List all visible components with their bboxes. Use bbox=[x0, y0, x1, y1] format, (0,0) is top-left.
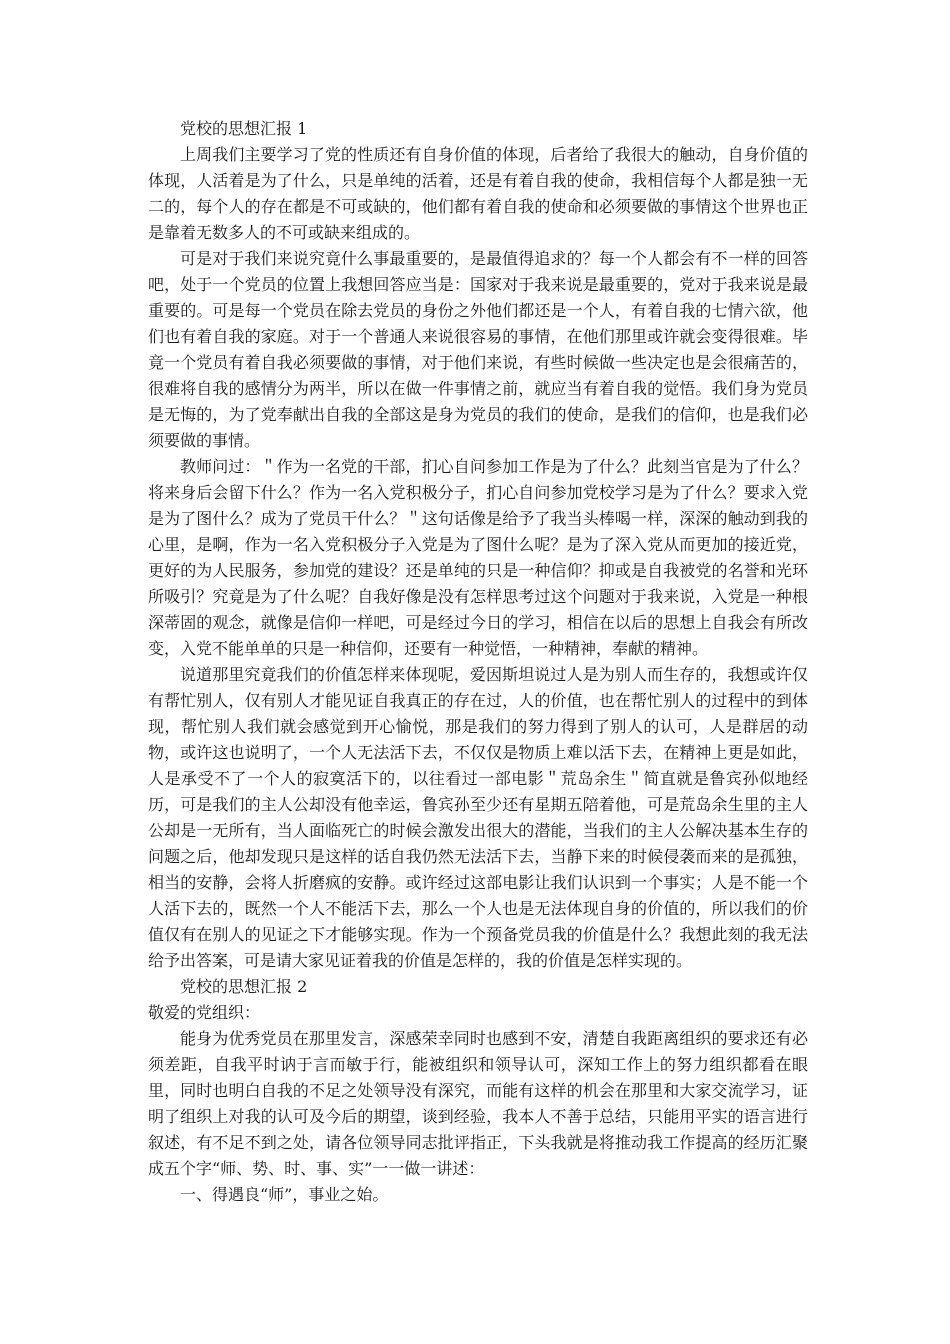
section-1-paragraph: 说道那里究竟我们的价值怎样来体现呢，爱因斯坦说过人是为别人而生存的，我想或许仅有帮忙别人，仅有别人才能见证自我真正的存在过，人的价值，也在帮忙别人的过程中的到体现，帮忙别人我们就会感觉到开心愉悦，那是我们的努力得到了别人的认可，人是群居的动物，或许这也说明了，一个人无法活下去，不仅仅是物质上难以活下去，在精神上更是如此，人是承受不了一个人的寂寞活下的，以往看过一部电影＂荒岛余生＂简直就是鲁宾孙似地经历，可是我们的主人公却没有他幸运，鲁宾孙至少还有星期五陪着他，可是荒岛余生里的主人公却是一无所有，当人面临死亡的时候会激发出很大的潜能，当我们的主人公解决基本生存的问题之后，他却发现只是这样的话自我仍然无法活下去，当静下来的时候侵袭而来的是孤独，相当的安静，会将人折磨疯的安静。或许经过这部电影让我们认识到一个事实；人是不能一个人活下去的，既然一个人不能活下去，那么一个人也是无法体现自身的价值的，所以我们的价值仅有在别人的见证之下才能够实现。作为一个预备党员我的价值是什么？我想此刻的我无法给予出答案，可是请大家见证着我的价值是怎样的，我的价值是怎样实现的。 bbox=[148, 665, 808, 970]
section-2-heading: 党校的思想汇报 2 bbox=[180, 977, 308, 996]
section-2-salutation: 敬爱的党组织： bbox=[148, 1003, 261, 1022]
section-1-heading: 党校的思想汇报 1 bbox=[180, 119, 308, 138]
section-2-paragraph: 能身为优秀党员在那里发言，深感荣幸同时也感到不安，清楚自我距离组织的要求还有必须差距，自我平时讷于言而敏于行，能被组织和领导认可，深知工作上的努力组织都看在眼里，同时也明白自我的不足之处领导没有深究，而能有这样的机会在那里和大家交流学习，证明了组织上对我的认可及今后的期望，谈到经验，我本人不善于总结，只能用平实的语言进行叙述，有不足不到之处，请各位领导同志批评指正，下头我就是将推动我工作提高的经历汇聚成五个字“师、势、时、事、实”一一做一讲述： bbox=[148, 1029, 808, 1178]
document-body bbox=[148, 116, 808, 1208]
section-1-paragraph: 上周我们主要学习了党的性质还有自身价值的体现，后者给了我很大的触动，自身价值的体现，人活着是为了什么，只是单纯的活着，还是有着自我的使命，我相信每个人都是独一无二的，每个人的存在都是不可或缺的，他们都有着自我的使命和必须要做的事情这个世界也正是靠着无数多人的不可或缺来组成的。 bbox=[148, 145, 808, 242]
section-1-paragraph: 可是对于我们来说究竟什么事最重要的，是最值得追求的？每一个人都会有不一样的回答吧，处于一个党员的位置上我想回答应当是：国家对于我来说是最重要的，党对于我来说是最重要的。可是每一个党员在除去党员的身份之外他们都还是一个人，有着自我的七情六欲，他们也有着自我的家庭。对于一个普通人来说很容易的事情，在他们那里或许就会变得很难。毕竟一个党员有着自我必须要做的事情，对于他们来说，有些时候做一些决定也是会很痛苦的，很难将自我的感情分为两半，所以在做一件事情之前，就应当有着自我的觉悟。我们身为党员是无悔的，为了党奉献出自我的全部这是身为党员的我们的使命，是我们的信仰，也是我们必须要做的事情。 bbox=[148, 249, 808, 450]
section-2-paragraph: 一、得遇良“师”，事业之始。 bbox=[180, 1185, 389, 1204]
section-1-paragraph: 教师问过：＂作为一名党的干部，扪心自问参加工作是为了什么？此刻当官是为了什么？将来身后会留下什么？作为一名入党积极分子，扪心自问参加党校学习是为了什么？要求入党是为了图什么？成为了党员干什么？＂这句话像是给予了我当头棒喝一样，深深的触动到我的心里，是啊，作为一名入党积极分子入党是为了图什么呢？是为了深入党从而更加的接近党，更好的为人民服务，参加党的建设？还是单纯的只是一种信仰？抑或是自我被党的名誉和光环所吸引？究竟是为了什么呢？自我好像是没有怎样思考过这个问题对于我来说，入党是一种根深蒂固的观念，就像是信仰一样吧，可是经过今日的学习，相信在以后的思想上自我会有所改变，入党不能单单的只是一种信仰，还要有一种觉悟，一种精神，奉献的精神。 bbox=[148, 457, 808, 658]
